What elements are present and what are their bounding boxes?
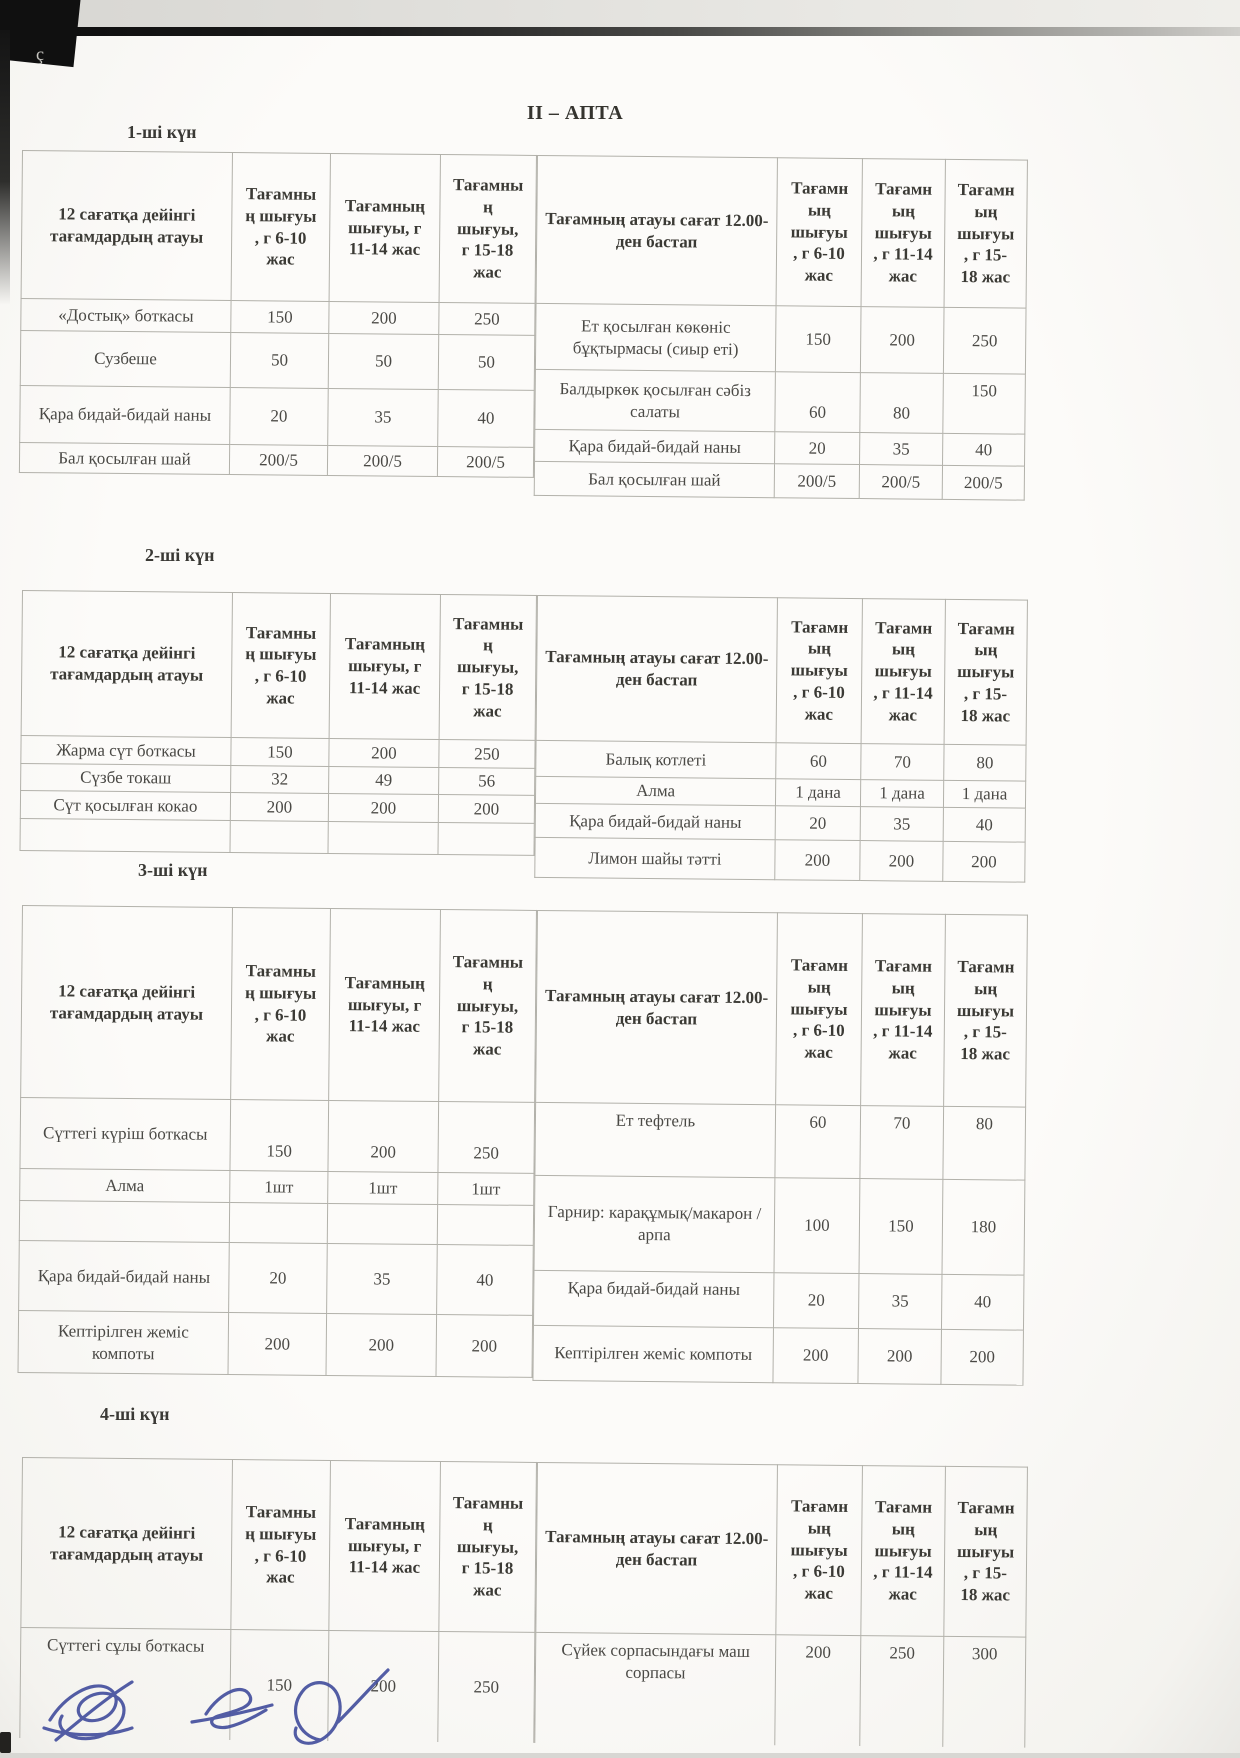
portion-cell: 49 <box>329 766 439 794</box>
column-header-portion-6-10: Тағамның шығуы , г 6-10 жас <box>776 158 862 307</box>
column-header-noon-dishes: Тағамның атауы сағат 12.00-ден бастап <box>536 1462 778 1634</box>
portion-cell: 300 <box>943 1636 1026 1747</box>
dish-name-cell: Балық котлеті <box>536 740 776 778</box>
column-header-portion-15-18: Тағамның шығуы, г 15-18 жас <box>944 159 1027 308</box>
dish-name-cell: Алма <box>535 776 775 805</box>
dish-name-cell: Ет қосылған көкөніс бұқтырмасы (сиыр еті) <box>535 303 776 371</box>
portion-cell: 35 <box>860 433 943 466</box>
table-row <box>534 461 1024 500</box>
dish-name-cell: «Достық» боткасы <box>21 298 231 332</box>
portion-cell: 200 <box>328 793 438 822</box>
column-header-portion-15-18: Тағамның шығуы, г 15-18 жас <box>944 914 1028 1107</box>
portion-cell: 40 <box>941 1274 1024 1330</box>
portion-cell: 150 <box>943 373 1026 434</box>
dish-name-cell: Кептірілген жеміс компоты <box>533 1325 774 1382</box>
table-row <box>535 837 1025 882</box>
dish-name-cell: Кептірілген жеміс компоты <box>18 1310 229 1374</box>
table-row <box>534 1175 1025 1275</box>
portion-cell: 50 <box>230 333 329 389</box>
portion-cell: 70 <box>860 1106 944 1180</box>
portion-cell: 200 <box>943 841 1025 882</box>
header-row <box>21 906 537 1103</box>
dish-name-cell: Сүйек сорпасындағы маш сорпасы <box>535 1632 776 1744</box>
table-row <box>535 303 1026 374</box>
dish-name-cell: Ет тефтель <box>535 1102 776 1177</box>
portion-cell: 70 <box>861 744 944 781</box>
portion-cell: 20 <box>775 432 860 465</box>
portion-cell: 20 <box>775 806 860 841</box>
column-header-portion-6-10: Тағамның шығуы , г 6-10 жас <box>776 913 863 1106</box>
portion-cell: 200 <box>858 1329 942 1385</box>
column-header-portion-6-10: Тағамның шығуы , г 6-10 жас <box>231 153 330 302</box>
portion-cell: 40 <box>943 433 1025 466</box>
portion-cell: 150 <box>859 1179 943 1275</box>
column-header-portion-6-10: Тағамның шығуы , г 6-10 жас <box>776 1465 863 1636</box>
day-3-label: 3-ші күн <box>138 860 208 880</box>
portion-cell: 1 дана <box>943 780 1025 808</box>
table-row <box>20 330 535 390</box>
portion-cell <box>230 821 328 854</box>
portion-cell: 80 <box>943 1106 1026 1180</box>
column-header-portion-6-10: Тағамның шығуы , г 6-10 жас <box>231 593 330 739</box>
portion-cell: 200 <box>860 307 944 374</box>
header-row <box>536 595 1027 745</box>
column-header-morning-dishes: 12 сағатқа дейінгі тағамдардың атауы <box>21 906 233 1100</box>
portion-cell: 250 <box>438 1632 535 1743</box>
dish-name-cell: Алма <box>20 1168 230 1202</box>
column-header-portion-15-18: Тағамның шығуы, г 15-18 жас <box>944 599 1027 745</box>
portion-cell: 1шт <box>230 1171 328 1204</box>
table-row <box>18 1310 533 1377</box>
column-header-portion-11-14: Тағамның шығуы, г 11-14 жас <box>329 1460 441 1631</box>
table-row <box>19 1200 533 1245</box>
column-header-portion-6-10: Тағамның шығуы , г 6-10 жас <box>231 1460 331 1631</box>
column-header-portion-11-14: Тағамның шығуы, г 11-14 жас <box>329 908 441 1101</box>
morning-menu-subtable <box>18 905 537 1378</box>
table-row <box>19 1240 534 1315</box>
portion-cell: 32 <box>231 766 329 794</box>
portion-cell: 60 <box>776 743 861 780</box>
day-1-label: 1-ші күн <box>127 122 197 142</box>
column-header-portion-11-14: Тағамның шығуы, г 11-14 жас <box>861 159 945 308</box>
table-row <box>533 1270 1024 1330</box>
portion-cell <box>327 1203 437 1244</box>
table-row <box>20 385 535 447</box>
portion-cell: 150 <box>230 1100 329 1172</box>
table-row <box>535 369 1026 434</box>
signatures-block <box>20 1658 440 1758</box>
portion-cell: 200 <box>228 1313 327 1376</box>
portion-cell: 50 <box>438 335 535 391</box>
table-row <box>533 1325 1024 1385</box>
menu-table-day-2 <box>19 590 1028 883</box>
signature-icon <box>295 1670 388 1743</box>
column-header-portion-11-14: Тағамның шығуы, г 11-14 жас <box>861 914 946 1107</box>
header-row <box>536 910 1028 1107</box>
header-row <box>21 151 536 304</box>
portion-cell: 200 <box>230 793 328 822</box>
portion-cell: 35 <box>858 1274 942 1330</box>
header-row <box>536 155 1027 308</box>
portion-cell: 200 <box>329 301 439 334</box>
portion-cell: 50 <box>328 333 439 389</box>
column-header-noon-dishes: Тағамның атауы сағат 12.00-ден бастап <box>536 910 778 1104</box>
column-header-portion-6-10: Тағамның шығуы , г 6-10 жас <box>231 908 331 1101</box>
scan-smudge-mark: ç <box>36 44 44 64</box>
column-header-portion-15-18: Тағамның шығуы, г 15-18 жас <box>439 155 536 304</box>
morning-menu-subtable <box>19 590 536 856</box>
portion-cell: 200/5 <box>774 464 859 499</box>
column-header-morning-dishes: 12 сағатқа дейінгі тағамдардың атауы <box>21 151 232 301</box>
dish-name-cell: Қара бидай-бидай наны <box>19 1240 230 1312</box>
dish-name-cell: Сузбеше <box>20 330 231 387</box>
portion-cell: 80 <box>860 373 944 434</box>
header-row <box>21 591 536 741</box>
portion-cell: 250 <box>439 740 535 769</box>
portion-cell: 100 <box>774 1178 860 1274</box>
portion-cell: 20 <box>230 388 329 446</box>
dish-name-cell: Лимон шайы тәтті <box>535 837 775 879</box>
portion-cell: 150 <box>231 301 329 334</box>
portion-cell: 20 <box>229 1243 328 1314</box>
portion-cell: 40 <box>437 1245 534 1316</box>
column-header-morning-dishes: 12 сағатқа дейінгі тағамдардың атауы <box>21 591 232 738</box>
portion-cell <box>328 821 438 854</box>
portion-cell: 200 <box>438 795 534 824</box>
dish-name-cell: Жарма сүт боткасы <box>21 735 231 765</box>
table-row <box>536 740 1026 781</box>
portion-cell: 20 <box>773 1273 859 1329</box>
table-row <box>535 1102 1026 1180</box>
portion-cell: 200/5 <box>437 447 533 478</box>
dish-name-cell: Сүттегі сұлы боткасы <box>20 1627 231 1739</box>
dish-name-cell: Қара бидай-бидай наны <box>20 385 231 444</box>
portion-cell: 200 <box>775 840 860 881</box>
column-header-portion-11-14: Тағамның шығуы, г 11-14 жас <box>329 153 440 302</box>
table-row <box>20 1097 535 1173</box>
portion-cell: 200 <box>860 841 943 882</box>
portion-cell: 200/5 <box>859 465 942 500</box>
portion-cell: 200 <box>775 1635 861 1746</box>
portion-cell: 200 <box>326 1313 437 1376</box>
dish-name-cell: Сүт қосылған кокао <box>20 790 230 820</box>
portion-cell: 150 <box>231 738 329 767</box>
dish-name-cell <box>20 818 230 852</box>
scan-left-edge-shadow <box>0 30 10 305</box>
portion-cell: 250 <box>439 303 535 336</box>
portion-cell <box>229 1203 327 1244</box>
portion-cell: 250 <box>943 307 1026 374</box>
column-header-portion-15-18: Тағамның шығуы, г 15-18 жас <box>439 1462 537 1633</box>
table-row <box>535 429 1025 466</box>
portion-cell: 200/5 <box>229 445 327 476</box>
portion-cell: 1 дана <box>775 779 860 807</box>
table-row <box>20 1168 534 1205</box>
column-header-portion-11-14: Тағамның шығуы, г 11-14 жас <box>329 593 440 739</box>
column-header-portion-15-18: Тағамның шығуы, г 15-18 жас <box>944 1466 1028 1637</box>
dish-name-cell: Сүзбе токаш <box>21 763 231 792</box>
portion-cell: 250 <box>860 1636 944 1747</box>
column-header-portion-6-10: Тағамның шығуы , г 6-10 жас <box>776 598 862 744</box>
header-row <box>536 1462 1028 1637</box>
noon-menu-subtable <box>534 595 1028 883</box>
portion-cell: 35 <box>860 807 943 842</box>
portion-cell: 80 <box>944 744 1026 781</box>
dish-name-cell: Бал қосылған шай <box>534 461 774 497</box>
menu-table-day-3 <box>17 905 1027 1386</box>
portion-cell: 35 <box>327 1243 438 1314</box>
portion-cell: 60 <box>775 372 861 433</box>
portion-cell: 180 <box>942 1179 1025 1275</box>
table-row <box>535 803 1025 842</box>
portion-cell <box>437 1205 533 1246</box>
dish-name-cell: Қара бидай-бидай наны <box>535 803 775 839</box>
portion-cell: 200 <box>436 1314 533 1377</box>
signature-icon <box>192 1690 272 1728</box>
signature-icon <box>44 1682 132 1740</box>
portion-cell: 1шт <box>328 1171 438 1204</box>
portion-cell: 250 <box>438 1102 535 1174</box>
portion-cell: 200 <box>329 738 439 767</box>
portion-cell: 200/5 <box>942 465 1024 500</box>
portion-cell: 1шт <box>438 1173 534 1206</box>
morning-menu-subtable <box>19 150 537 478</box>
table-row <box>21 298 535 335</box>
portion-cell: 56 <box>439 768 535 796</box>
table-row <box>20 818 534 855</box>
column-header-morning-dishes: 12 сағатқа дейінгі тағамдардың атауы <box>21 1458 233 1630</box>
portion-cell: 200 <box>328 1630 439 1741</box>
dish-name-cell: Бал қосылған шай <box>19 442 229 474</box>
day-2-label: 2-ші күн <box>145 545 215 565</box>
column-header-portion-15-18: Тағамның шығуы, г 15-18 жас <box>439 595 536 741</box>
day-4-label: 4-ші күн <box>100 1404 170 1424</box>
noon-menu-subtable <box>532 910 1027 1386</box>
scan-bottom-speck <box>0 1732 11 1753</box>
portion-cell <box>438 823 534 856</box>
dish-name-cell <box>19 1200 229 1242</box>
portion-cell: 150 <box>230 1630 329 1741</box>
portion-cell: 200 <box>328 1100 439 1172</box>
column-header-portion-11-14: Тағамның шығуы, г 11-14 жас <box>861 599 945 745</box>
portion-cell: 200 <box>941 1329 1024 1385</box>
dish-name-cell: Қара бидай-бидай наны <box>535 429 775 463</box>
portion-cell: 1 дана <box>860 780 943 808</box>
header-row <box>21 1458 537 1633</box>
portion-cell: 150 <box>775 306 861 373</box>
dish-name-cell: Гарнир: карақұмық/макарон / арпа <box>534 1175 775 1272</box>
portion-cell: 200 <box>773 1328 859 1384</box>
column-header-noon-dishes: Тағамның атауы сағат 12.00-ден бастап <box>536 155 777 305</box>
dish-name-cell: Сүттегі күріш боткасы <box>20 1097 231 1170</box>
portion-cell: 200/5 <box>327 445 437 476</box>
column-header-portion-11-14: Тағамның шығуы, г 11-14 жас <box>861 1466 946 1637</box>
scan-edge-strip <box>0 0 1240 27</box>
column-header-noon-dishes: Тағамның атауы сағат 12.00-ден бастап <box>536 595 777 742</box>
table-row <box>535 1632 1026 1747</box>
column-header-portion-15-18: Тағамның шығуы, г 15-18 жас <box>439 910 537 1103</box>
dish-name-cell: Қара бидай-бидай наны <box>533 1270 774 1327</box>
portion-cell: 40 <box>438 390 535 448</box>
page-title: ІІ – АПТА <box>526 102 624 124</box>
scan-dark-band <box>0 27 1240 36</box>
portion-cell: 40 <box>943 807 1025 842</box>
table-row <box>19 442 533 477</box>
menu-table-day-1 <box>19 150 1028 501</box>
portion-cell: 35 <box>328 388 439 446</box>
dish-name-cell: Балдыркөк қосылған сәбіз салаты <box>535 369 776 431</box>
noon-menu-subtable <box>534 1462 1028 1747</box>
portion-cell: 60 <box>775 1105 861 1179</box>
noon-menu-subtable <box>534 155 1028 501</box>
